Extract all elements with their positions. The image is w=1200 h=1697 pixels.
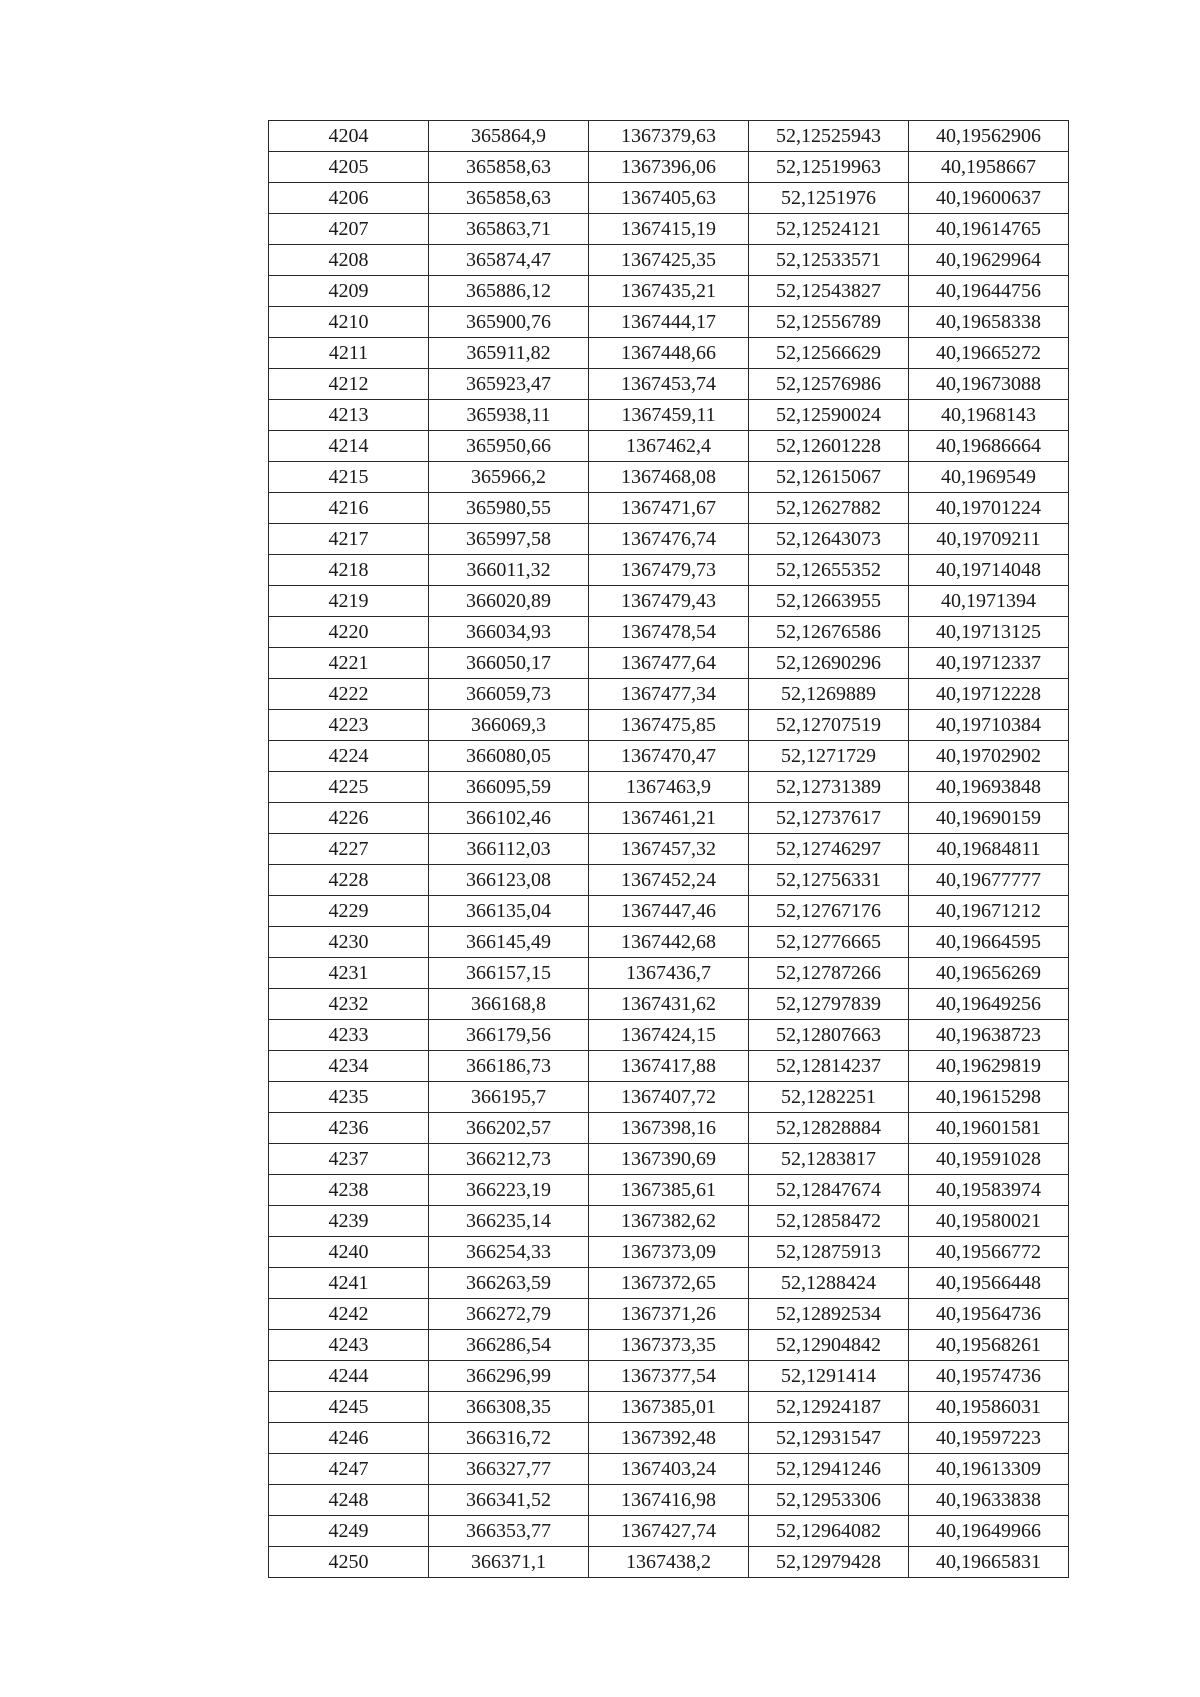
x-coordinate-cell: 366296,99 [429,1361,589,1392]
y-coordinate-cell: 1367377,54 [589,1361,749,1392]
table-row [269,431,1069,462]
point-number-cell: 4226 [269,803,429,834]
table-row [269,927,1069,958]
longitude-cell: 40,19710384 [909,710,1069,741]
x-coordinate-cell: 366112,03 [429,834,589,865]
latitude-cell: 52,12655352 [749,555,909,586]
latitude-cell: 52,12576986 [749,369,909,400]
point-number-cell: 4208 [269,245,429,276]
latitude-cell: 52,12519963 [749,152,909,183]
point-number-cell: 4209 [269,276,429,307]
x-coordinate-cell: 366186,73 [429,1051,589,1082]
latitude-cell: 52,12690296 [749,648,909,679]
x-coordinate-cell: 366011,32 [429,555,589,586]
y-coordinate-cell: 1367371,26 [589,1299,749,1330]
longitude-cell: 40,19583974 [909,1175,1069,1206]
x-coordinate-cell: 366195,7 [429,1082,589,1113]
y-coordinate-cell: 1367462,4 [589,431,749,462]
table-row [269,1392,1069,1423]
x-coordinate-cell: 366202,57 [429,1113,589,1144]
latitude-cell: 52,12543827 [749,276,909,307]
point-number-cell: 4212 [269,369,429,400]
y-coordinate-cell: 1367398,16 [589,1113,749,1144]
y-coordinate-cell: 1367373,09 [589,1237,749,1268]
latitude-cell: 52,12814237 [749,1051,909,1082]
latitude-cell: 52,12787266 [749,958,909,989]
table-row [269,338,1069,369]
table-row [269,245,1069,276]
y-coordinate-cell: 1367382,62 [589,1206,749,1237]
latitude-cell: 52,12615067 [749,462,909,493]
x-coordinate-cell: 366212,73 [429,1144,589,1175]
x-coordinate-cell: 366123,08 [429,865,589,896]
latitude-cell: 52,12590024 [749,400,909,431]
y-coordinate-cell: 1367444,17 [589,307,749,338]
point-number-cell: 4242 [269,1299,429,1330]
latitude-cell: 52,12566629 [749,338,909,369]
table-row [269,1175,1069,1206]
table-row [269,958,1069,989]
x-coordinate-cell: 365863,71 [429,214,589,245]
y-coordinate-cell: 1367416,98 [589,1485,749,1516]
longitude-cell: 40,19684811 [909,834,1069,865]
longitude-cell: 40,19677777 [909,865,1069,896]
table-row [269,1330,1069,1361]
longitude-cell: 40,19649256 [909,989,1069,1020]
point-number-cell: 4219 [269,586,429,617]
y-coordinate-cell: 1367470,47 [589,741,749,772]
point-number-cell: 4229 [269,896,429,927]
latitude-cell: 52,1291414 [749,1361,909,1392]
y-coordinate-cell: 1367461,21 [589,803,749,834]
point-number-cell: 4249 [269,1516,429,1547]
table-row [269,989,1069,1020]
latitude-cell: 52,12676586 [749,617,909,648]
y-coordinate-cell: 1367407,72 [589,1082,749,1113]
latitude-cell: 52,12924187 [749,1392,909,1423]
x-coordinate-cell: 365858,63 [429,152,589,183]
x-coordinate-cell: 365864,9 [429,121,589,152]
table-row [269,1237,1069,1268]
table-row [269,896,1069,927]
table-row [269,400,1069,431]
y-coordinate-cell: 1367405,63 [589,183,749,214]
point-number-cell: 4214 [269,431,429,462]
x-coordinate-cell: 366223,19 [429,1175,589,1206]
x-coordinate-cell: 366286,54 [429,1330,589,1361]
point-number-cell: 4241 [269,1268,429,1299]
point-number-cell: 4234 [269,1051,429,1082]
y-coordinate-cell: 1367431,62 [589,989,749,1020]
x-coordinate-cell: 366102,46 [429,803,589,834]
table-row [269,555,1069,586]
x-coordinate-cell: 365966,2 [429,462,589,493]
point-number-cell: 4244 [269,1361,429,1392]
longitude-cell: 40,19633838 [909,1485,1069,1516]
point-number-cell: 4220 [269,617,429,648]
table-row [269,1113,1069,1144]
latitude-cell: 52,12756331 [749,865,909,896]
x-coordinate-cell: 366353,77 [429,1516,589,1547]
y-coordinate-cell: 1367479,73 [589,555,749,586]
longitude-cell: 40,19658338 [909,307,1069,338]
y-coordinate-cell: 1367459,11 [589,400,749,431]
longitude-cell: 40,19709211 [909,524,1069,555]
coordinate-table-body [269,121,1069,1578]
point-number-cell: 4238 [269,1175,429,1206]
y-coordinate-cell: 1367479,43 [589,586,749,617]
latitude-cell: 52,12892534 [749,1299,909,1330]
latitude-cell: 52,12707519 [749,710,909,741]
longitude-cell: 40,19566772 [909,1237,1069,1268]
longitude-cell: 40,19638723 [909,1020,1069,1051]
table-row [269,772,1069,803]
longitude-cell: 40,19665831 [909,1547,1069,1578]
y-coordinate-cell: 1367379,63 [589,121,749,152]
longitude-cell: 40,19615298 [909,1082,1069,1113]
latitude-cell: 52,1251976 [749,183,909,214]
point-number-cell: 4205 [269,152,429,183]
latitude-cell: 52,1269889 [749,679,909,710]
point-number-cell: 4236 [269,1113,429,1144]
point-number-cell: 4218 [269,555,429,586]
x-coordinate-cell: 366135,04 [429,896,589,927]
latitude-cell: 52,12931547 [749,1423,909,1454]
x-coordinate-cell: 366263,59 [429,1268,589,1299]
point-number-cell: 4204 [269,121,429,152]
longitude-cell: 40,19644756 [909,276,1069,307]
table-row [269,1268,1069,1299]
table-row [269,307,1069,338]
longitude-cell: 40,1969549 [909,462,1069,493]
longitude-cell: 40,19686664 [909,431,1069,462]
x-coordinate-cell: 365858,63 [429,183,589,214]
point-number-cell: 4213 [269,400,429,431]
longitude-cell: 40,19713125 [909,617,1069,648]
table-row [269,617,1069,648]
y-coordinate-cell: 1367452,24 [589,865,749,896]
table-row [269,803,1069,834]
coordinate-table [268,120,1069,1578]
y-coordinate-cell: 1367442,68 [589,927,749,958]
table-row [269,834,1069,865]
y-coordinate-cell: 1367396,06 [589,152,749,183]
longitude-cell: 40,19690159 [909,803,1069,834]
table-row [269,214,1069,245]
table-row [269,1485,1069,1516]
longitude-cell: 40,19568261 [909,1330,1069,1361]
longitude-cell: 40,19693848 [909,772,1069,803]
y-coordinate-cell: 1367478,54 [589,617,749,648]
table-row [269,1361,1069,1392]
x-coordinate-cell: 366145,49 [429,927,589,958]
latitude-cell: 52,12556789 [749,307,909,338]
table-row [269,710,1069,741]
latitude-cell: 52,1288424 [749,1268,909,1299]
point-number-cell: 4221 [269,648,429,679]
point-number-cell: 4206 [269,183,429,214]
longitude-cell: 40,19601581 [909,1113,1069,1144]
point-number-cell: 4233 [269,1020,429,1051]
point-number-cell: 4245 [269,1392,429,1423]
y-coordinate-cell: 1367425,35 [589,245,749,276]
x-coordinate-cell: 366235,14 [429,1206,589,1237]
point-number-cell: 4225 [269,772,429,803]
longitude-cell: 40,19702902 [909,741,1069,772]
latitude-cell: 52,12601228 [749,431,909,462]
y-coordinate-cell: 1367415,19 [589,214,749,245]
longitude-cell: 40,19600637 [909,183,1069,214]
longitude-cell: 40,19586031 [909,1392,1069,1423]
x-coordinate-cell: 365886,12 [429,276,589,307]
point-number-cell: 4247 [269,1454,429,1485]
y-coordinate-cell: 1367427,74 [589,1516,749,1547]
y-coordinate-cell: 1367435,21 [589,276,749,307]
table-row [269,648,1069,679]
table-row [269,1299,1069,1330]
point-number-cell: 4239 [269,1206,429,1237]
latitude-cell: 52,12533571 [749,245,909,276]
longitude-cell: 40,19649966 [909,1516,1069,1547]
y-coordinate-cell: 1367403,24 [589,1454,749,1485]
table-row [269,462,1069,493]
latitude-cell: 52,12847674 [749,1175,909,1206]
table-row [269,741,1069,772]
table-row [269,121,1069,152]
latitude-cell: 52,1282251 [749,1082,909,1113]
latitude-cell: 52,12643073 [749,524,909,555]
longitude-cell: 40,1968143 [909,400,1069,431]
y-coordinate-cell: 1367390,69 [589,1144,749,1175]
table-row [269,276,1069,307]
x-coordinate-cell: 366168,8 [429,989,589,1020]
y-coordinate-cell: 1367424,15 [589,1020,749,1051]
longitude-cell: 40,19629819 [909,1051,1069,1082]
point-number-cell: 4215 [269,462,429,493]
x-coordinate-cell: 366272,79 [429,1299,589,1330]
longitude-cell: 40,19566448 [909,1268,1069,1299]
point-number-cell: 4250 [269,1547,429,1578]
longitude-cell: 40,19614765 [909,214,1069,245]
x-coordinate-cell: 365874,47 [429,245,589,276]
point-number-cell: 4235 [269,1082,429,1113]
x-coordinate-cell: 366069,3 [429,710,589,741]
x-coordinate-cell: 366080,05 [429,741,589,772]
x-coordinate-cell: 366341,52 [429,1485,589,1516]
table-row [269,1516,1069,1547]
latitude-cell: 52,12904842 [749,1330,909,1361]
longitude-cell: 40,19629964 [909,245,1069,276]
point-number-cell: 4216 [269,493,429,524]
longitude-cell: 40,19714048 [909,555,1069,586]
table-row [269,1020,1069,1051]
latitude-cell: 52,12964082 [749,1516,909,1547]
table-row [269,1051,1069,1082]
longitude-cell: 40,19564736 [909,1299,1069,1330]
point-number-cell: 4217 [269,524,429,555]
y-coordinate-cell: 1367392,48 [589,1423,749,1454]
y-coordinate-cell: 1367372,65 [589,1268,749,1299]
latitude-cell: 52,12858472 [749,1206,909,1237]
x-coordinate-cell: 366059,73 [429,679,589,710]
y-coordinate-cell: 1367453,74 [589,369,749,400]
y-coordinate-cell: 1367436,7 [589,958,749,989]
latitude-cell: 52,12524121 [749,214,909,245]
longitude-cell: 40,19712337 [909,648,1069,679]
table-row [269,1082,1069,1113]
latitude-cell: 52,12525943 [749,121,909,152]
point-number-cell: 4227 [269,834,429,865]
point-number-cell: 4243 [269,1330,429,1361]
y-coordinate-cell: 1367417,88 [589,1051,749,1082]
x-coordinate-cell: 365923,47 [429,369,589,400]
table-row [269,369,1069,400]
point-number-cell: 4223 [269,710,429,741]
y-coordinate-cell: 1367457,32 [589,834,749,865]
x-coordinate-cell: 365980,55 [429,493,589,524]
latitude-cell: 52,12828884 [749,1113,909,1144]
longitude-cell: 40,1971394 [909,586,1069,617]
x-coordinate-cell: 366308,35 [429,1392,589,1423]
longitude-cell: 40,19701224 [909,493,1069,524]
latitude-cell: 52,1283817 [749,1144,909,1175]
latitude-cell: 52,12979428 [749,1547,909,1578]
table-row [269,152,1069,183]
x-coordinate-cell: 365997,58 [429,524,589,555]
point-number-cell: 4210 [269,307,429,338]
x-coordinate-cell: 365911,82 [429,338,589,369]
x-coordinate-cell: 365900,76 [429,307,589,338]
longitude-cell: 40,19613309 [909,1454,1069,1485]
y-coordinate-cell: 1367476,74 [589,524,749,555]
point-number-cell: 4231 [269,958,429,989]
table-row [269,1423,1069,1454]
point-number-cell: 4240 [269,1237,429,1268]
table-row [269,1547,1069,1578]
y-coordinate-cell: 1367373,35 [589,1330,749,1361]
x-coordinate-cell: 366157,15 [429,958,589,989]
longitude-cell: 40,19591028 [909,1144,1069,1175]
point-number-cell: 4222 [269,679,429,710]
point-number-cell: 4232 [269,989,429,1020]
longitude-cell: 40,19562906 [909,121,1069,152]
point-number-cell: 4248 [269,1485,429,1516]
y-coordinate-cell: 1367475,85 [589,710,749,741]
x-coordinate-cell: 366316,72 [429,1423,589,1454]
latitude-cell: 52,12731389 [749,772,909,803]
table-row [269,1206,1069,1237]
table-row [269,865,1069,896]
longitude-cell: 40,19671212 [909,896,1069,927]
latitude-cell: 52,12941246 [749,1454,909,1485]
x-coordinate-cell: 366034,93 [429,617,589,648]
y-coordinate-cell: 1367385,61 [589,1175,749,1206]
y-coordinate-cell: 1367468,08 [589,462,749,493]
longitude-cell: 40,19574736 [909,1361,1069,1392]
point-number-cell: 4207 [269,214,429,245]
table-row [269,1144,1069,1175]
longitude-cell: 40,19580021 [909,1206,1069,1237]
y-coordinate-cell: 1367448,66 [589,338,749,369]
y-coordinate-cell: 1367438,2 [589,1547,749,1578]
latitude-cell: 52,12737617 [749,803,909,834]
table-row [269,1454,1069,1485]
x-coordinate-cell: 366254,33 [429,1237,589,1268]
point-number-cell: 4224 [269,741,429,772]
latitude-cell: 52,12663955 [749,586,909,617]
longitude-cell: 40,19712228 [909,679,1069,710]
x-coordinate-cell: 366050,17 [429,648,589,679]
longitude-cell: 40,19673088 [909,369,1069,400]
point-number-cell: 4237 [269,1144,429,1175]
table-row [269,524,1069,555]
x-coordinate-cell: 366371,1 [429,1547,589,1578]
point-number-cell: 4230 [269,927,429,958]
y-coordinate-cell: 1367477,34 [589,679,749,710]
table-row [269,183,1069,214]
longitude-cell: 40,19664595 [909,927,1069,958]
table-row [269,493,1069,524]
y-coordinate-cell: 1367463,9 [589,772,749,803]
y-coordinate-cell: 1367477,64 [589,648,749,679]
x-coordinate-cell: 366095,59 [429,772,589,803]
latitude-cell: 52,12797839 [749,989,909,1020]
x-coordinate-cell: 366327,77 [429,1454,589,1485]
x-coordinate-cell: 365950,66 [429,431,589,462]
latitude-cell: 52,12627882 [749,493,909,524]
point-number-cell: 4211 [269,338,429,369]
x-coordinate-cell: 366020,89 [429,586,589,617]
longitude-cell: 40,19656269 [909,958,1069,989]
y-coordinate-cell: 1367385,01 [589,1392,749,1423]
latitude-cell: 52,12953306 [749,1485,909,1516]
longitude-cell: 40,19597223 [909,1423,1069,1454]
y-coordinate-cell: 1367471,67 [589,493,749,524]
table-row [269,586,1069,617]
x-coordinate-cell: 365938,11 [429,400,589,431]
x-coordinate-cell: 366179,56 [429,1020,589,1051]
latitude-cell: 52,12746297 [749,834,909,865]
table-row [269,679,1069,710]
point-number-cell: 4246 [269,1423,429,1454]
latitude-cell: 52,1271729 [749,741,909,772]
point-number-cell: 4228 [269,865,429,896]
latitude-cell: 52,12807663 [749,1020,909,1051]
longitude-cell: 40,19665272 [909,338,1069,369]
latitude-cell: 52,12767176 [749,896,909,927]
latitude-cell: 52,12875913 [749,1237,909,1268]
y-coordinate-cell: 1367447,46 [589,896,749,927]
longitude-cell: 40,1958667 [909,152,1069,183]
latitude-cell: 52,12776665 [749,927,909,958]
